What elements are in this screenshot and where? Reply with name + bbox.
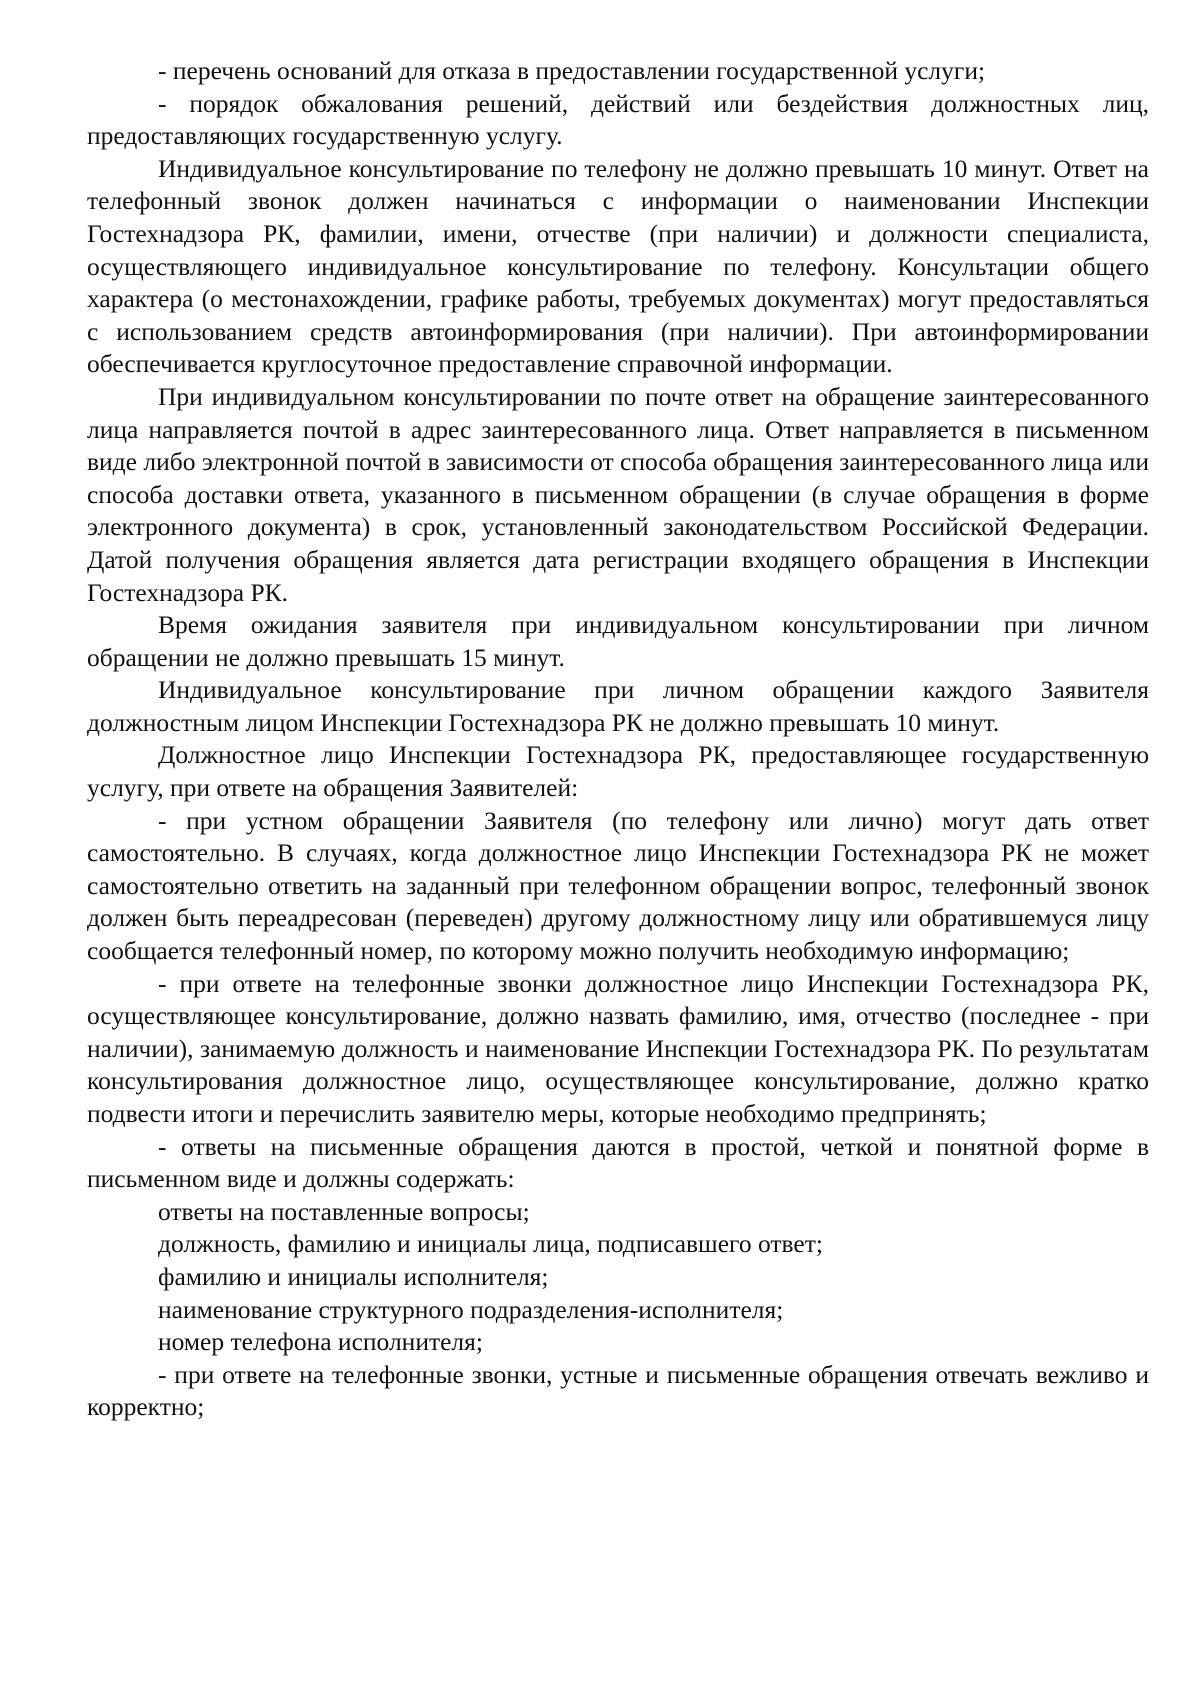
document-page: [87, 55, 1149, 1424]
paragraph-personal-consulting: Индивидуальное консультирование при личном обращении каждого Заявителя должностным лицом Инспекции Гостехнадзора РК не должно превышать 10 минут.: [87, 675, 1149, 737]
list-item: ответы на поставленные вопросы;: [158, 1196, 530, 1226]
paragraph-written-requests: - ответы на письменные обращения даются в простой, четкой и понятной форме в письменном виде и должны содержать:: [87, 1131, 1149, 1194]
list-item: должность, фамилию и инициалы лица, подписавшего ответ;: [158, 1229, 823, 1259]
paragraph-phone-calls: - при ответе на телефонные звонки должностное лицо Инспекции Гостехнадзора РК, осуществляющее консультирование, должно назвать фамилию, имя, отчество (последнее - при наличии), занимаемую должность и наименование Инспекции Гостехнадзора РК. По результатам консультирования должностное лицо, осуществляющее консультирование, должно кратко подвести итоги и перечислить заявителю меры, которые необходимо предпринять;: [87, 968, 1149, 1128]
list-item: наименование структурного подразделения-исполнителя;: [158, 1294, 784, 1324]
paragraph-waiting-time: Время ожидания заявителя при индивидуальном консультировании при личном обращении не должно превышать 15 минут.: [87, 610, 1149, 672]
paragraph-official-duties: Должностное лицо Инспекции Гостехнадзора РК, предоставляющее государственную услугу, при ответе на обращения Заявителей:: [87, 740, 1149, 803]
paragraph-oral-request: - при устном обращении Заявителя (по телефону или лично) могут дать ответ самостоятельно. В случаях, когда должностное лицо Инспекции Гостехнадзора РК не может самостоятельно ответить на заданный при телефонном обращении вопрос, телефонный звонок должен быть переадресован (переведен) другому должностному лицу или обратившемуся лицу сообщается телефонный номер, по которому можно получить необходимую информацию;: [87, 805, 1149, 966]
paragraph-mail-consulting: При индивидуальном консультировании по почте ответ на обращение заинтересованного лица направляется почтой в адрес заинтересованного лица. Ответ направляется в письменном виде либо электронной почтой в зависимости от способа обращения заинтересованного лица или способа доставки ответа, указанного в письменном обращении (в случае обращения в форме электронного документа) в срок, установленный законодательством Российской Федерации. Датой получения обращения является дата регистрации входящего обращения в Инспекции Гостехнадзора РК.: [87, 381, 1149, 607]
paragraph-politeness: - при ответе на телефонные звонки, устные и письменные обращения отвечать вежливо и корректно;: [87, 1359, 1149, 1422]
paragraph-appeal-procedure: - порядок обжалования решений, действий или бездействия должностных лиц, предоставляющих государственную услугу.: [87, 88, 1149, 151]
list-item: номер телефона исполнителя;: [158, 1327, 483, 1357]
list-item: фамилию и инициалы исполнителя;: [158, 1261, 549, 1291]
paragraph-refusal-grounds: - перечень оснований для отказа в предоставлении государственной услуги;: [158, 56, 986, 85]
paragraph-phone-consulting: Индивидуальное консультирование по телефону не должно превышать 10 минут. Ответ на телефонный звонок должен начинаться с информации о наименовании Инспекции Гостехнадзора РК, фамилии, имени, отчестве (при наличии) и должности специалиста, осуществляющего индивидуальное консультирование по телефону. Консультации общего характера (о местонахождении, графике работы, требуемых документах) могут предоставляться с использованием средств автоинформирования (при наличии). При автоинформировании обеспечивается круглосуточное предоставление справочной информации.: [87, 153, 1149, 379]
